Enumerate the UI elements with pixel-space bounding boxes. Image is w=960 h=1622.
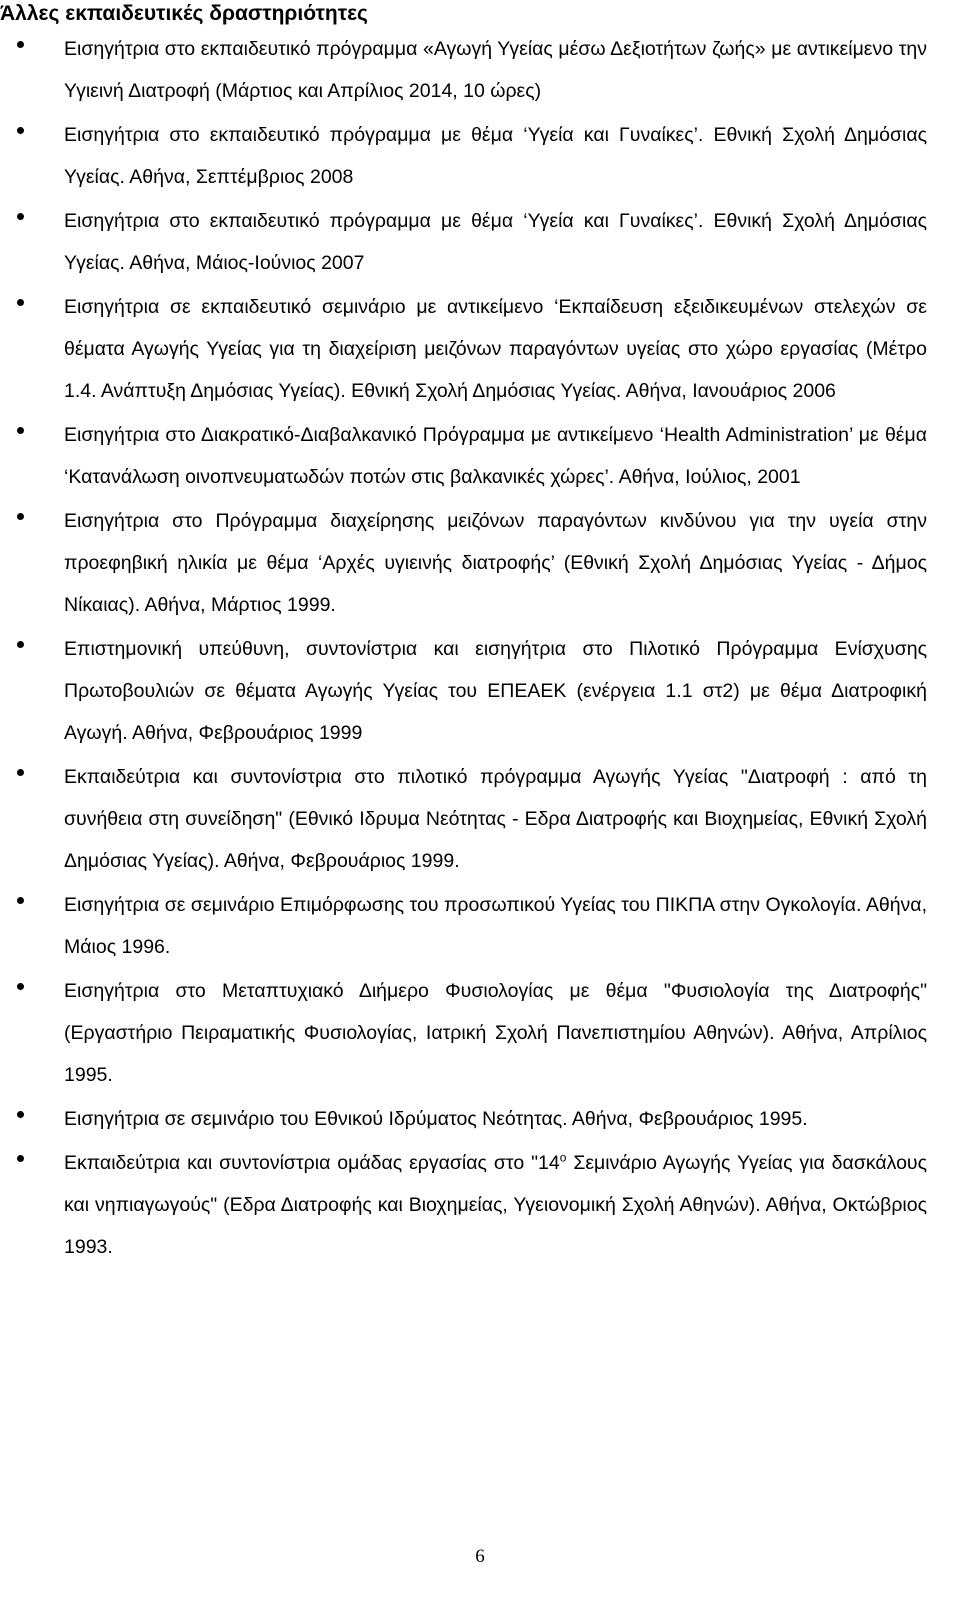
list-item: [0, 500, 960, 626]
list-item-text: Εισηγήτρια στο εκπαιδευτικό πρόγραμμα με θέμα ‘Υγεία και Γυναίκες’. Εθνική Σχολή Δημόσιας Υγείας. Αθήνα, Μάιος-Ιούνιος 2007: [64, 210, 927, 274]
list-item-text: [64, 1142, 927, 1268]
list-item-text: Εισηγήτρια στο εκπαιδευτικό πρόγραμμα με θέμα ‘Υγεία και Γυναίκες’. Εθνική Σχολή Δημόσιας Υγείας. Αθήνα, Σεπτέμβριος 2008: [64, 124, 927, 188]
list-item: [0, 286, 960, 412]
list-item: [0, 114, 960, 198]
list-item-text: Εκπαιδεύτρια και συντονίστρια στο πιλοτικό πρόγραμμα Αγωγής Υγείας "Διατροφή : από τη συνήθεια στη συνείδηση" (Εθνικό Ιδρυμα Νεότητας - Εδρα Διατροφής και Βιοχημείας, Εθνική Σχολή Δημόσιας Υγείας). Αθήνα, Φεβρουάριος 1999.: [64, 766, 927, 872]
bullet-icon: [17, 213, 24, 220]
list-item: [0, 200, 960, 284]
list-item-text: Εισηγήτρια σε σεμινάριο Επιμόρφωσης του προσωπικού Υγείας του ΠΙΚΠΑ στην Ογκολογία. Αθήνα, Μάιος 1996.: [64, 894, 927, 958]
bullet-icon: [17, 427, 24, 434]
bullet-icon: [17, 983, 24, 990]
bullet-icon: [17, 127, 24, 134]
list-item: [0, 1142, 960, 1268]
bullet-icon: [17, 1155, 24, 1162]
list-item-text: Εισηγήτρια σε σεμινάριο του Εθνικού Ιδρύματος Νεότητας. Αθήνα, Φεβρουάριος 1995.: [64, 1108, 808, 1130]
bullet-icon: [17, 897, 24, 904]
bullet-icon: [17, 641, 24, 648]
list-item-text: Εισηγήτρια στο Διακρατικό-Διαβαλκανικό Πρόγραμμα με αντικείμενο ‘Health Administration’ με θέμα ‘Κατανάλωση οινοπνευματωδών ποτών στις βαλκανικές χώρες’. Αθήνα, Ιούλιος, 2001: [64, 424, 927, 488]
bullet-icon: [17, 769, 24, 776]
list-item-text-after: Σεμινάριο Αγωγής Υγείας για δασκάλους και νηπιαγωγούς" (Εδρα Διατροφής και Βιοχημείας, Υγειονομική Σχολή Αθηνών). Αθήνα, Οκτώβριος 1993.: [64, 1152, 927, 1258]
list-item: [0, 884, 960, 968]
list-item: [0, 756, 960, 882]
list-item-text-before: Εκπαιδεύτρια και συντονίστρια ομάδας εργασίας στο "14: [64, 1152, 560, 1174]
bullet-icon: [17, 1111, 24, 1118]
ordinal-superscript: ο: [559, 1150, 567, 1165]
list-item: [0, 28, 960, 112]
list-item-text: Εισηγήτρια στο Πρόγραμμα διαχείρησης μειζόνων παραγόντων κινδύνου για την υγεία στην προεφηβική ηλικία με θέμα ‘Αρχές υγιεινής διατροφής’ (Εθνική Σχολή Δημόσιας Υγείας - Δήμος Νίκαιας). Αθήνα, Μάρτιος 1999.: [64, 510, 927, 616]
list-item: [0, 628, 960, 754]
list-item-text: Εισηγήτρια σε εκπαιδευτικό σεμινάριο με αντικείμενο ‘Εκπαίδευση εξειδικευμένων στελεχών σε θέματα Αγωγής Υγείας για τη διαχείριση μειζόνων παραγόντων υγείας στο χώρο εργασίας (Μέτρο 1.4. Ανάπτυξη Δημόσιας Υγείας). Εθνική Σχολή Δημόσιας Υγείας. Αθήνα, Ιανουάριος 2006: [64, 296, 927, 402]
section-heading: Άλλες εκπαιδευτικές δραστηριότητες: [0, 2, 368, 25]
bullet-icon: [17, 41, 24, 48]
list-item: [0, 970, 960, 1096]
list-item: [0, 414, 960, 498]
bullet-icon: [17, 513, 24, 520]
list-item: [0, 1098, 960, 1140]
list-item-text: Εισηγήτρια στο εκπαιδευτικό πρόγραμμα «Αγωγή Υγείας μέσω Δεξιοτήτων ζωής» με αντικείμενο την Υγιεινή Διατροφή (Μάρτιος και Απρίλιος 2014, 10 ώρες): [64, 38, 927, 102]
bullet-icon: [17, 299, 24, 306]
list-item-text: Εισηγήτρια στο Μεταπτυχιακό Διήμερο Φυσιολογίας με θέμα "Φυσιολογία της Διατροφής" (Εργαστήριο Πειραματικής Φυσιολογίας, Ιατρική Σχολή Πανεπιστημίου Αθηνών). Αθήνα, Απρίλιος 1995.: [64, 980, 927, 1086]
list-item-text: Επιστημονική υπεύθυνη, συντονίστρια και εισηγήτρια στο Πιλοτικό Πρόγραμμα Ενίσχυσης Πρωτοβουλιών σε θέματα Αγωγής Υγείας του ΕΠΕΑΕΚ (ενέργεια 1.1 στ2) με θέμα Διατροφική Αγωγή. Αθήνα, Φεβρουάριος 1999: [64, 638, 927, 744]
activities-list: [0, 28, 960, 1270]
page-number: 6: [475, 1546, 485, 1567]
